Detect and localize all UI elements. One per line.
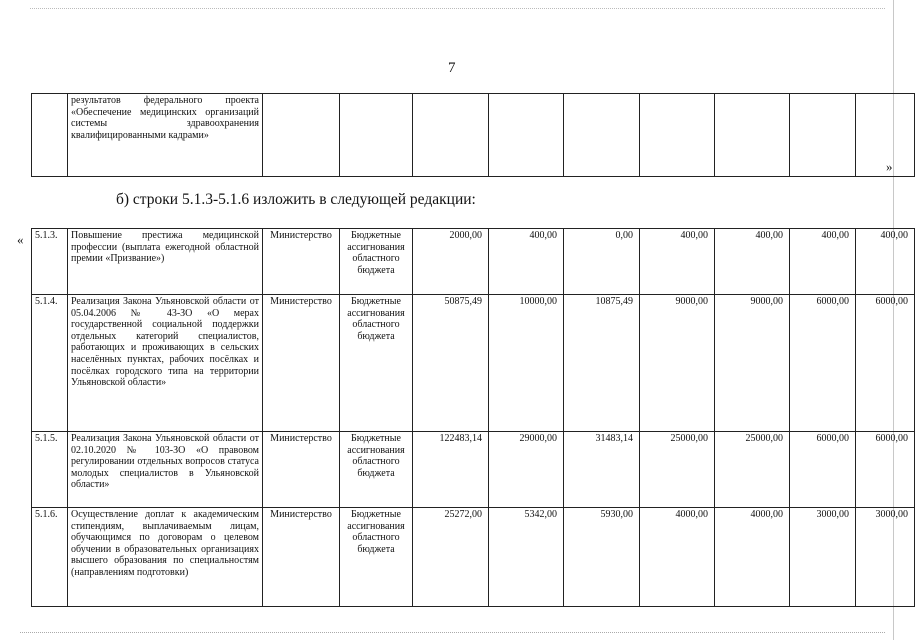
table-row <box>32 508 915 607</box>
row-value: 9000,00 <box>715 295 790 432</box>
row-value: 6000,00 <box>790 295 856 432</box>
table-row <box>32 295 915 432</box>
row-value: 0,00 <box>564 229 640 295</box>
row-name: Реализация Закона Ульяновской области от 02.10.2020 № 103-ЗО «О правовом регулировании отдельных вопросов статуса молодых специалистов в Ульяновской области» <box>68 432 263 508</box>
row-value <box>790 94 856 177</box>
row-number: 5.1.5. <box>32 432 68 508</box>
row-source <box>340 94 413 177</box>
row-value: 6000,00 <box>856 295 915 432</box>
row-name: Реализация Закона Ульяновской области от 05.04.2006 № 43-ЗО «О мерах государственной социальной поддержки отдельных категорий специалистов, работающих и проживающих в сельских населённых пунктах, рабочих посёлках и посёлках городского типа на территории Ульяновской области» <box>68 295 263 432</box>
row-value <box>715 94 790 177</box>
row-value: 10000,00 <box>489 295 564 432</box>
row-value <box>640 94 715 177</box>
row-value <box>413 94 489 177</box>
row-value: 400,00 <box>715 229 790 295</box>
row-value: 2000,00 <box>413 229 489 295</box>
row-name: Осуществление доплат к академическим стипендиям, выплачиваемым лицам, обучающимся по договорам о целевом обучении в образовательных организациях высшего образования по специальностям (направлениям подготовки) <box>68 508 263 607</box>
row-executor <box>263 94 340 177</box>
row-value: 31483,14 <box>564 432 640 508</box>
row-source: Бюджетные ассигнования областного бюджета <box>340 508 413 607</box>
row-source: Бюджетные ассигнования областного бюджета <box>340 295 413 432</box>
row-value: 6000,00 <box>790 432 856 508</box>
table-row <box>32 94 915 177</box>
row-value <box>489 94 564 177</box>
top-table-fragment <box>31 93 915 177</box>
row-value: 400,00 <box>856 229 915 295</box>
row-value: 4000,00 <box>715 508 790 607</box>
row-value: 400,00 <box>640 229 715 295</box>
row-executor: Министерство <box>263 229 340 295</box>
row-executor: Министерство <box>263 432 340 508</box>
row-number: 5.1.3. <box>32 229 68 295</box>
row-value: 50875,49 <box>413 295 489 432</box>
row-value: 25000,00 <box>640 432 715 508</box>
row-value: 5930,00 <box>564 508 640 607</box>
row-value <box>564 94 640 177</box>
closing-quote: » <box>886 159 893 174</box>
row-value: 6000,00 <box>856 432 915 508</box>
row-source: Бюджетные ассигнования областного бюджета <box>340 229 413 295</box>
table-row <box>32 432 915 508</box>
row-number: 5.1.4. <box>32 295 68 432</box>
row-value: 10875,49 <box>564 295 640 432</box>
row-name: результатов федерального проекта «Обеспечение медицинских организаций системы здравоохранения квалифицированными кадрами» <box>68 94 263 177</box>
row-executor: Министерство <box>263 508 340 607</box>
row-value <box>856 94 915 177</box>
row-executor: Министерство <box>263 295 340 432</box>
page-number: 7 <box>448 60 456 76</box>
row-name: Повышение престижа медицинской профессии (выплата ежегодной областной премии «Призвание») <box>68 229 263 295</box>
section-heading: б) строки 5.1.3-5.1.6 изложить в следующей редакции: <box>116 191 476 208</box>
row-number <box>32 94 68 177</box>
row-value: 9000,00 <box>640 295 715 432</box>
scan-artifact-top <box>30 8 885 10</box>
scan-artifact-bottom <box>20 632 885 634</box>
row-value: 4000,00 <box>640 508 715 607</box>
row-value: 5342,00 <box>489 508 564 607</box>
row-value: 29000,00 <box>489 432 564 508</box>
table-row <box>32 229 915 295</box>
row-source: Бюджетные ассигнования областного бюджета <box>340 432 413 508</box>
row-value: 25000,00 <box>715 432 790 508</box>
row-value: 400,00 <box>790 229 856 295</box>
row-value: 3000,00 <box>790 508 856 607</box>
row-value: 122483,14 <box>413 432 489 508</box>
row-value: 3000,00 <box>856 508 915 607</box>
row-number: 5.1.6. <box>32 508 68 607</box>
opening-quote: « <box>17 232 24 247</box>
row-value: 25272,00 <box>413 508 489 607</box>
main-table <box>31 228 915 607</box>
row-value: 400,00 <box>489 229 564 295</box>
